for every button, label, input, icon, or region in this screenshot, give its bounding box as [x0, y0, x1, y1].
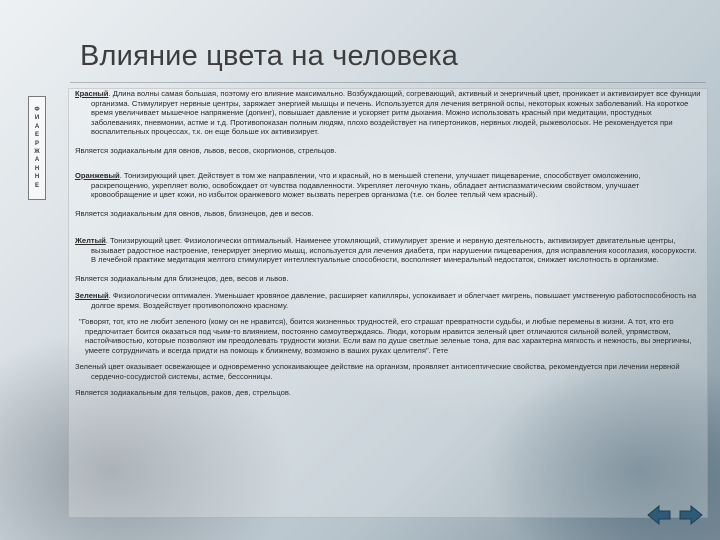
- prev-arrow-icon[interactable]: [646, 504, 672, 526]
- side-letter: А: [34, 157, 40, 164]
- green-quote: "Говорят, тот, кто не любит зеленого (кому он не нравится), боится жизненных трудностей, его страшат превратности судьбы, и любые перемены в жизни. А тот, кто его предпочитает боится оказаться под чьим-то влиянием, постоянно самоутверждаясь. Люди, которым нравится зеленый цвет отличаются сильной волей, упрямством, настойчивостью, которые позволяют им преодолевать трудности жизни. Если вам по душе светлые зеленые тона, для вас характерна мягкость и нежность, вы энергичны, умеете сотрудничать и всегда придти на помощь к ближнему, возможно в ваших руках целителя". Гете: [79, 317, 692, 355]
- green-zodiac: Является зодиакальным для тельцов, раков, дев, стрельцов.: [75, 388, 292, 397]
- orange-text: . Тонизирующий цвет. Действует в том же направлении, что и красный, но в меньшей степени, улучшает пищеварение, способствует омоложению, раскрепощению, укрепляет волю, освобождает от чувства подавленности. Укрепляет легочную ткань, обладает антиспазматическим свойством, улучшает кровообращение и цвет кожи, но избыток оранжевого может вызвать перегрев организма (т.е. он более теплый чем красный).: [91, 171, 641, 199]
- side-letter: Р: [34, 140, 39, 147]
- side-vertical-label: [28, 96, 46, 200]
- orange-term: Оранжевый: [75, 171, 120, 180]
- yellow-term: Желтый: [75, 236, 106, 245]
- red-paragraph: [75, 89, 701, 137]
- content-panel: [68, 88, 708, 518]
- green-text: . Физиологически оптимален. Уменьшает кровяное давление, расширяет капилляры, успокаивает и облегчает мигрень, повышает умственную работоспособность на долгое время. Воздействует противоположно красному.: [91, 291, 697, 310]
- side-letter: Е: [34, 182, 39, 189]
- side-letter: Ф: [34, 106, 40, 113]
- green-effect: Зеленый цвет оказывает освежающее и одновременно успокаивающее действие на организм, проявляет антисептические свойства, рекомендуется при лечении нервной сердечно-сосудистой системы, астме, бессонницы.: [75, 362, 680, 381]
- yellow-paragraph: [75, 236, 701, 265]
- red-zodiac: Является зодиакальным для овнов, львов, весов, скорпионов, стрельцов.: [75, 145, 337, 155]
- side-letter: Е: [34, 132, 39, 139]
- orange-paragraph: [75, 171, 701, 200]
- red-text: . Длина волны самая большая, поэтому его влияние максимально. Возбуждающий, согревающий, активный и энергичный цвет, проникает и активизирует все функции организма. Стимулирует нервные центры, заряжает энергией мышцы и печень. Используется для лечения ветряной оспы, некоторых кожных заболеваний. На короткое время увеличивает мышечное напряжение (допинг), повышает давление и ускоряет ритм дыхания. Можно использовать красный при медитации, простудных заболеваниях, пневмонии, астме и т.д. Противопоказан полным людям, плохо воздействует на гипертоников, нервных людей, рыжеволосых. Не рекомендуется при воспалительных процессах, т.к. он еще больше их активизирует.: [91, 89, 701, 136]
- side-letter: Ж: [34, 149, 40, 155]
- slide-title: Влияние цвета на человека: [80, 40, 459, 72]
- yellow-zodiac: Является зодиакальным для близнецов, дев, весов и львов.: [75, 273, 289, 283]
- orange-zodiac: Является зодиакальным для овнов, львов, близнецов, дев и весов.: [75, 208, 314, 218]
- title-divider: [70, 82, 706, 83]
- red-term: Красный: [75, 89, 109, 98]
- side-letter: И: [34, 115, 40, 122]
- side-letter: Н: [34, 174, 40, 181]
- green-paragraph: [75, 291, 701, 310]
- next-arrow-icon[interactable]: [678, 504, 704, 526]
- slide-navigation: [646, 504, 704, 526]
- side-letter: Н: [34, 165, 40, 172]
- side-letter: А: [34, 123, 40, 130]
- yellow-text: . Тонизирующий цвет. Физиологически оптимальный. Наименее утомляющий, стимулирует зрение и нервную деятельность, активизирует двигательные центры, вызывает радостное настроение, генерирует энергию мышц, используется для лечения диабета, при нарушении пищеварения, для исправления косоглазия, косорукости. В лечебной практике медитация желтого стимулирует интеллектуальные способности, восполняет минеральный недостаток, снижает кислотность в организме.: [91, 236, 697, 264]
- green-term: Зеленый: [75, 291, 109, 300]
